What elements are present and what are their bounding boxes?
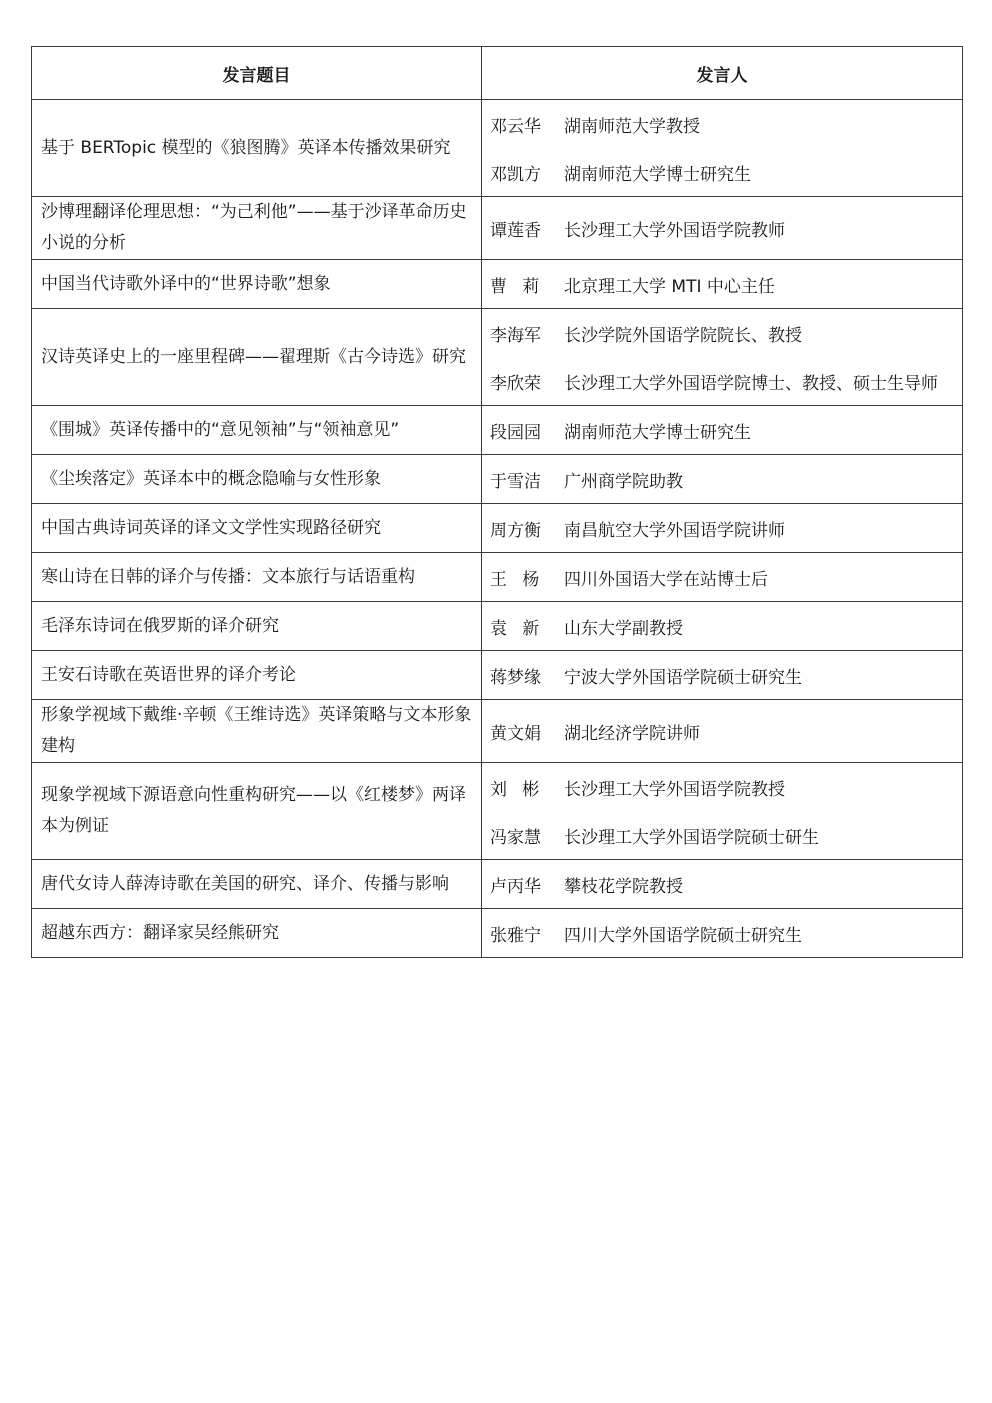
speaker-affiliation: 长沙理工大学外国语学院教师 (564, 220, 785, 241)
speaker-cell (482, 909, 963, 958)
talk-topic: 现象学视域下源语意向性重构研究——以《红楼梦》两译本为例证 (32, 763, 482, 860)
speaker-affiliation: 长沙理工大学外国语学院博士、教授、硕士生导师 (564, 373, 938, 394)
table-row (32, 553, 963, 602)
talk-topic: 形象学视域下戴维·辛顿《王维诗选》英译策略与文本形象建构 (32, 700, 482, 763)
table-row (32, 197, 963, 260)
speaker-affiliation: 湖南师范大学教授 (564, 116, 700, 137)
speaker-name: 黄文娟 (490, 723, 541, 744)
speaker-affiliation: 湖南师范大学博士研究生 (564, 422, 751, 443)
speaker-entry (490, 204, 954, 252)
speaker-affiliation: 山东大学副教授 (564, 618, 683, 639)
program-table (31, 46, 963, 958)
speaker-entry (490, 909, 954, 957)
speaker-cell (482, 406, 963, 455)
talk-topic: 汉诗英译史上的一座里程碑——翟理斯《古今诗选》研究 (32, 309, 482, 406)
table-row (32, 100, 963, 197)
speaker-entry (490, 455, 954, 503)
table-header-row (32, 47, 963, 100)
speaker-cell (482, 700, 963, 763)
table-row (32, 860, 963, 909)
speaker-entry (490, 860, 954, 908)
talk-topic: 寒山诗在日韩的译介与传播：文本旅行与话语重构 (32, 553, 482, 602)
talk-topic: 《围城》英译传播中的“意见领袖”与“领袖意见” (32, 406, 482, 455)
table-row (32, 602, 963, 651)
speaker-name: 冯家慧 (490, 827, 541, 848)
talk-topic: 唐代女诗人薛涛诗歌在美国的研究、译介、传播与影响 (32, 860, 482, 909)
speaker-cell (482, 651, 963, 700)
speaker-affiliation: 宁波大学外国语学院硕士研究生 (564, 667, 802, 688)
table-row (32, 651, 963, 700)
speaker-affiliation: 湖南师范大学博士研究生 (564, 164, 751, 185)
speaker-affiliation: 四川外国语大学在站博士后 (564, 569, 768, 590)
talk-topic: 《尘埃落定》英译本中的概念隐喻与女性形象 (32, 455, 482, 504)
speaker-entry (490, 357, 954, 405)
talk-topic: 王安石诗歌在英语世界的译介考论 (32, 651, 482, 700)
speaker-name: 蒋梦缘 (490, 667, 541, 688)
speaker-cell (482, 455, 963, 504)
speaker-cell (482, 260, 963, 309)
speaker-affiliation: 南昌航空大学外国语学院讲师 (564, 520, 785, 541)
table-row (32, 309, 963, 406)
speaker-affiliation: 长沙学院外国语学院院长、教授 (564, 325, 802, 346)
speaker-entry (490, 504, 954, 552)
table-row (32, 700, 963, 763)
speaker-name: 于雪洁 (490, 471, 541, 492)
speaker-entry (490, 763, 954, 811)
speaker-name: 周方衡 (490, 520, 541, 541)
speaker-name: 李海军 (490, 325, 541, 346)
talk-topic: 超越东西方：翻译家吴经熊研究 (32, 909, 482, 958)
speaker-cell (482, 860, 963, 909)
speaker-affiliation: 攀枝花学院教授 (564, 876, 683, 897)
speaker-name: 袁新 (490, 618, 555, 639)
speaker-cell (482, 197, 963, 260)
speaker-affiliation: 湖北经济学院讲师 (564, 723, 700, 744)
talk-topic: 毛泽东诗词在俄罗斯的译介研究 (32, 602, 482, 651)
speaker-cell (482, 553, 963, 602)
speaker-entry (490, 260, 954, 308)
speaker-entry (490, 100, 954, 148)
speaker-entry (490, 553, 954, 601)
speaker-name: 段园园 (490, 422, 541, 443)
speaker-entry (490, 406, 954, 454)
speaker-name: 李欣荣 (490, 373, 541, 394)
speaker-name: 刘彬 (490, 779, 555, 800)
speaker-column-header: 发言人 (482, 47, 963, 100)
table-row (32, 504, 963, 553)
speaker-entry (490, 602, 954, 650)
speaker-affiliation: 长沙理工大学外国语学院硕士研生 (564, 827, 819, 848)
speaker-name: 张雅宁 (490, 925, 541, 946)
talk-topic: 中国当代诗歌外译中的“世界诗歌”想象 (32, 260, 482, 309)
table-row (32, 763, 963, 860)
table-row (32, 406, 963, 455)
speaker-cell (482, 309, 963, 406)
speaker-name: 曹莉 (490, 276, 555, 297)
table-body (32, 100, 963, 958)
topic-column-header: 发言题目 (32, 47, 482, 100)
speaker-affiliation: 长沙理工大学外国语学院教授 (564, 779, 785, 800)
speaker-name: 王杨 (490, 569, 555, 590)
speaker-affiliation: 北京理工大学 MTI 中心主任 (564, 276, 775, 297)
speaker-entry (490, 148, 954, 196)
speaker-entry (490, 707, 954, 755)
table-row (32, 455, 963, 504)
talk-topic: 沙博理翻译伦理思想：“为己利他”——基于沙译革命历史小说的分析 (32, 197, 482, 260)
talk-topic: 基于 BERTopic 模型的《狼图腾》英译本传播效果研究 (32, 100, 482, 197)
speaker-entry (490, 309, 954, 357)
speaker-cell (482, 504, 963, 553)
speaker-name: 谭莲香 (490, 220, 541, 241)
talk-topic: 中国古典诗词英译的译文文学性实现路径研究 (32, 504, 482, 553)
speaker-entry (490, 651, 954, 699)
speaker-entry (490, 811, 954, 859)
speaker-cell (482, 602, 963, 651)
speaker-name: 邓凯方 (490, 164, 541, 185)
speaker-cell (482, 763, 963, 860)
table-row (32, 909, 963, 958)
speaker-affiliation: 广州商学院助教 (564, 471, 683, 492)
table-row (32, 260, 963, 309)
speaker-name: 邓云华 (490, 116, 541, 137)
speaker-name: 卢丙华 (490, 876, 541, 897)
speaker-cell (482, 100, 963, 197)
speaker-affiliation: 四川大学外国语学院硕士研究生 (564, 925, 802, 946)
